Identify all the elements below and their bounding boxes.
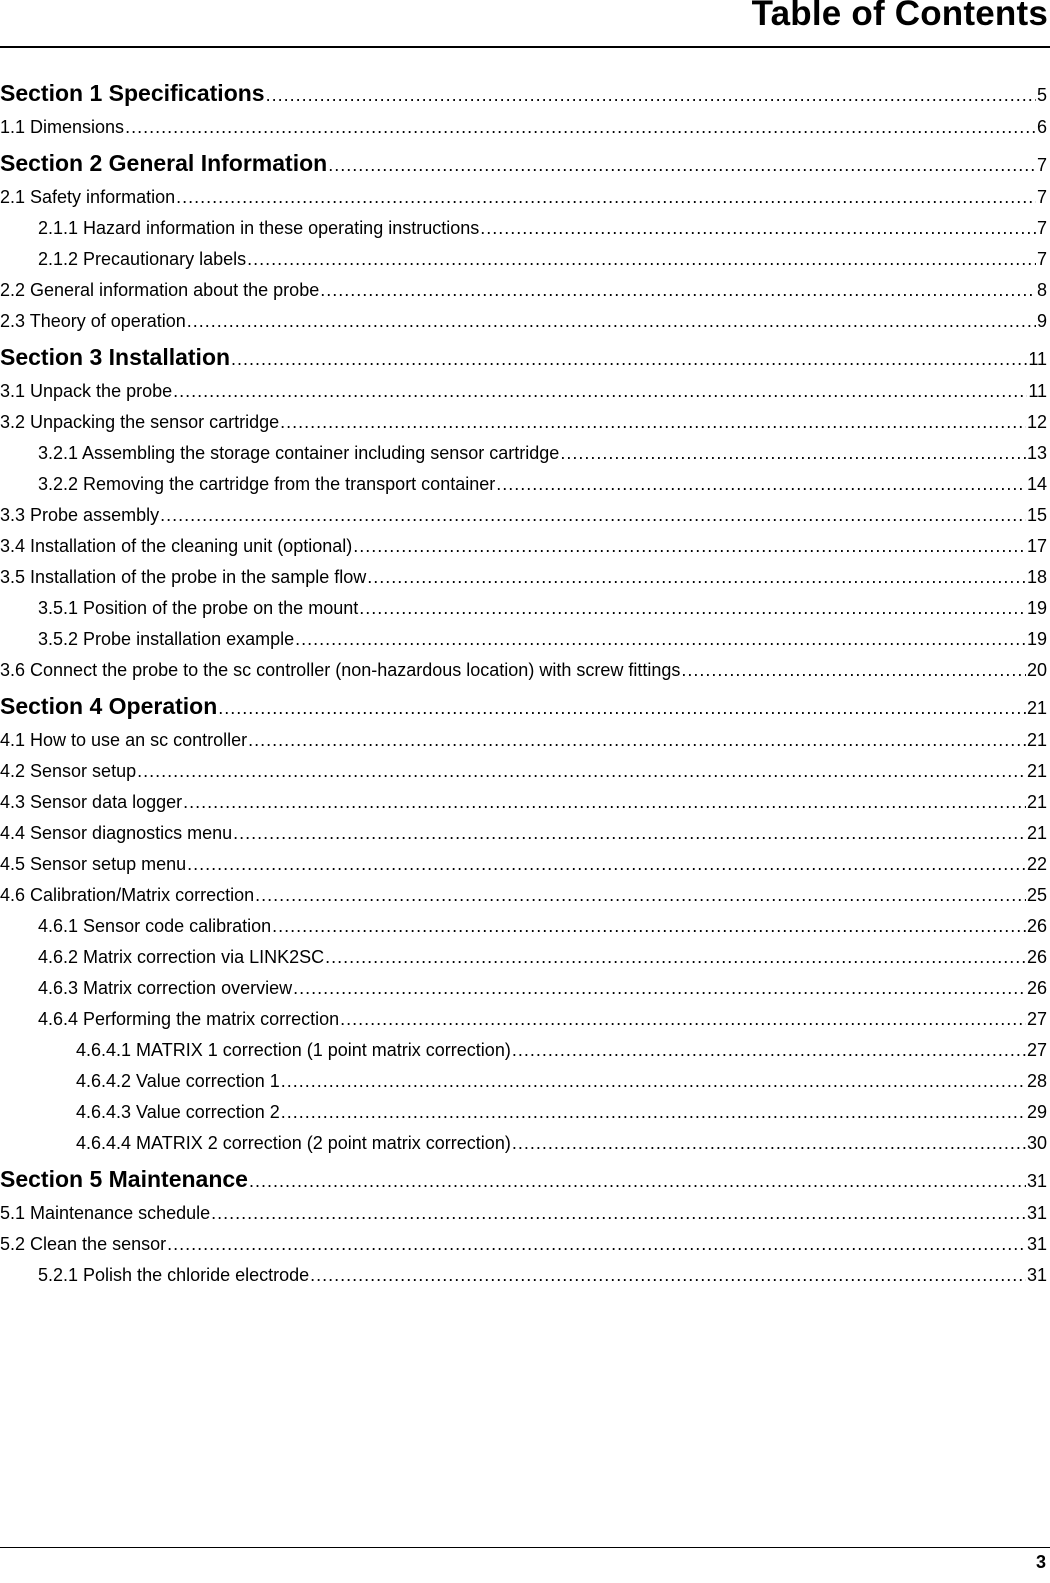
- toc-entry-page: 12: [1026, 412, 1047, 432]
- toc-dot-leader: [255, 885, 1026, 906]
- toc-entry-label: 2.3 Theory of operation: [0, 311, 186, 331]
- toc-entry[interactable]: [0, 854, 1050, 885]
- toc-entry-label: 2.1.1 Hazard information in these operating instructions: [38, 218, 480, 238]
- toc-entry-label: Section 2 General Information: [0, 150, 328, 176]
- toc-entry-page: 21: [1026, 792, 1047, 812]
- table-of-contents: [0, 78, 1050, 1296]
- toc-dot-leader: [340, 1009, 1026, 1030]
- toc-entry-page: 18: [1026, 567, 1047, 587]
- toc-entry-label: 5.2 Clean the sensor: [0, 1234, 167, 1254]
- header-divider: [0, 46, 1050, 48]
- toc-dot-leader: [295, 629, 1026, 650]
- toc-dot-leader: [176, 187, 1036, 208]
- toc-entry[interactable]: [0, 505, 1050, 536]
- toc-dot-leader: [160, 505, 1026, 526]
- toc-section-entry[interactable]: [0, 148, 1050, 187]
- toc-dot-leader: [281, 1102, 1026, 1123]
- toc-dot-leader: [293, 978, 1026, 999]
- toc-dot-leader: [560, 443, 1026, 464]
- toc-entry-label: 3.2 Unpacking the sensor cartridge: [0, 412, 280, 432]
- toc-entry-label: 5.1 Maintenance schedule: [0, 1203, 211, 1223]
- toc-entry-page: 11: [1028, 349, 1047, 369]
- toc-entry-page: 11: [1028, 381, 1047, 401]
- toc-entry-label: 2.2 General information about the probe: [0, 280, 320, 300]
- toc-dot-leader: [231, 349, 1027, 370]
- toc-entry[interactable]: [0, 412, 1050, 443]
- toc-entry[interactable]: [0, 280, 1050, 311]
- toc-entry-label: 4.6.4.4 MATRIX 2 correction (2 point matrix correction): [76, 1133, 511, 1153]
- toc-entry-page: 26: [1026, 947, 1047, 967]
- toc-entry-page: 22: [1026, 854, 1047, 874]
- toc-dot-leader: [247, 249, 1036, 270]
- toc-entry-label: 2.1 Safety information: [0, 187, 176, 207]
- toc-entry-page: 21: [1026, 730, 1047, 750]
- toc-dot-leader: [367, 567, 1026, 588]
- toc-entry-label: Section 1 Specifications: [0, 80, 265, 106]
- toc-entry-label: 3.6 Connect the probe to the sc controller (non-hazardous location) with screw fittings: [0, 660, 681, 680]
- toc-entry-label: 4.6.2 Matrix correction via LINK2SC: [38, 947, 325, 967]
- toc-entry-page: 13: [1026, 443, 1047, 463]
- toc-dot-leader: [320, 280, 1036, 301]
- toc-entry[interactable]: [0, 249, 1050, 280]
- toc-dot-leader: [233, 823, 1026, 844]
- toc-dot-leader: [187, 311, 1036, 332]
- toc-entry[interactable]: [0, 1234, 1050, 1265]
- toc-section-entry[interactable]: [0, 691, 1050, 730]
- toc-entry-label: 3.2.1 Assembling the storage container including sensor cartridge: [38, 443, 560, 463]
- toc-entry-label: 4.3 Sensor data logger: [0, 792, 183, 812]
- toc-entry-page: 15: [1026, 505, 1047, 525]
- toc-entry-label: 4.6.1 Sensor code calibration: [38, 916, 272, 936]
- toc-entry-label: 3.5 Installation of the probe in the sample flow: [0, 567, 367, 587]
- toc-entry-page: 5: [1036, 85, 1047, 105]
- toc-entry-page: 31: [1026, 1171, 1047, 1191]
- toc-entry[interactable]: [0, 792, 1050, 823]
- toc-entry-label: 3.2.2 Removing the cartridge from the transport container: [38, 474, 496, 494]
- toc-entry[interactable]: [0, 598, 1050, 629]
- toc-entry[interactable]: [0, 885, 1050, 916]
- toc-entry-page: 19: [1026, 598, 1047, 618]
- toc-entry[interactable]: [0, 474, 1050, 505]
- toc-entry-page: 6: [1036, 117, 1047, 137]
- toc-entry[interactable]: [0, 916, 1050, 947]
- toc-entry-page: 26: [1026, 978, 1047, 998]
- footer-divider: [0, 1547, 1050, 1548]
- toc-entry[interactable]: [0, 567, 1050, 598]
- toc-entry-label: 1.1 Dimensions: [0, 117, 125, 137]
- toc-entry[interactable]: [0, 311, 1050, 342]
- toc-entry-page: 7: [1036, 155, 1047, 175]
- toc-entry-label: 2.1.2 Precautionary labels: [38, 249, 247, 269]
- toc-dot-leader: [353, 536, 1026, 557]
- toc-entry-label: 4.6 Calibration/Matrix correction: [0, 885, 255, 905]
- toc-entry[interactable]: [0, 117, 1050, 148]
- toc-entry-page: 30: [1026, 1133, 1047, 1153]
- toc-dot-leader: [137, 761, 1026, 782]
- toc-entry-label: 4.6.4.1 MATRIX 1 correction (1 point matrix correction): [76, 1040, 511, 1060]
- toc-entry-page: 8: [1036, 280, 1047, 300]
- toc-entry[interactable]: [0, 187, 1050, 218]
- toc-dot-leader: [211, 1203, 1026, 1224]
- toc-entry-page: 7: [1036, 187, 1047, 207]
- toc-entry-label: 4.5 Sensor setup menu: [0, 854, 187, 874]
- toc-entry-label: 5.2.1 Polish the chloride electrode: [38, 1265, 310, 1285]
- toc-dot-leader: [248, 730, 1026, 751]
- toc-entry-label: 4.6.4.3 Value correction 2: [76, 1102, 280, 1122]
- toc-entry-page: 14: [1026, 474, 1047, 494]
- toc-entry-page: 31: [1026, 1203, 1047, 1223]
- toc-dot-leader: [173, 381, 1027, 402]
- toc-entry-page: 7: [1036, 249, 1047, 269]
- toc-dot-leader: [266, 85, 1036, 106]
- toc-section-entry[interactable]: [0, 78, 1050, 117]
- toc-entry[interactable]: [0, 978, 1050, 1009]
- toc-entry-page: 21: [1026, 698, 1047, 718]
- toc-section-entry[interactable]: [0, 1164, 1050, 1203]
- toc-entry[interactable]: [0, 1203, 1050, 1234]
- toc-entry[interactable]: [0, 1265, 1050, 1296]
- toc-entry-page: 29: [1026, 1102, 1047, 1122]
- toc-entry-page: 31: [1026, 1234, 1047, 1254]
- toc-entry-label: 4.2 Sensor setup: [0, 761, 137, 781]
- toc-entry-page: 21: [1026, 761, 1047, 781]
- toc-dot-leader: [272, 916, 1026, 937]
- page-title: Table of Contents: [751, 0, 1048, 33]
- toc-entry[interactable]: [0, 381, 1050, 412]
- toc-entry[interactable]: [0, 443, 1050, 474]
- toc-entry[interactable]: [0, 761, 1050, 792]
- toc-entry-page: 9: [1036, 311, 1047, 331]
- toc-entry[interactable]: [0, 947, 1050, 978]
- toc-dot-leader: [512, 1133, 1026, 1154]
- toc-dot-leader: [328, 155, 1036, 176]
- toc-dot-leader: [183, 792, 1026, 813]
- toc-dot-leader: [187, 854, 1026, 875]
- toc-entry-page: 27: [1026, 1040, 1047, 1060]
- toc-dot-leader: [359, 598, 1026, 619]
- toc-entry-label: 4.6.4 Performing the matrix correction: [38, 1009, 340, 1029]
- toc-entry[interactable]: [0, 218, 1050, 249]
- toc-entry[interactable]: [0, 1071, 1050, 1102]
- toc-dot-leader: [281, 1071, 1026, 1092]
- toc-entry-label: 3.1 Unpack the probe: [0, 381, 173, 401]
- toc-entry-page: 27: [1026, 1009, 1047, 1029]
- toc-dot-leader: [125, 117, 1036, 138]
- toc-entry[interactable]: [0, 730, 1050, 761]
- toc-entry-page: 28: [1026, 1071, 1047, 1091]
- toc-entry[interactable]: [0, 660, 1050, 691]
- toc-entry-page: 20: [1026, 660, 1047, 680]
- toc-dot-leader: [167, 1234, 1026, 1255]
- toc-dot-leader: [480, 218, 1036, 239]
- toc-entry[interactable]: [0, 1040, 1050, 1071]
- toc-entry-label: Section 4 Operation: [0, 693, 218, 719]
- toc-entry[interactable]: [0, 629, 1050, 660]
- toc-dot-leader: [512, 1040, 1026, 1061]
- toc-entry-page: 26: [1026, 916, 1047, 936]
- toc-dot-leader: [310, 1265, 1026, 1286]
- toc-dot-leader: [496, 474, 1026, 495]
- toc-entry-page: 19: [1026, 629, 1047, 649]
- toc-entry-page: 21: [1026, 823, 1047, 843]
- toc-entry[interactable]: [0, 1102, 1050, 1133]
- toc-entry-page: 17: [1026, 536, 1047, 556]
- toc-entry-page: 25: [1026, 885, 1047, 905]
- toc-entry[interactable]: [0, 1133, 1050, 1164]
- toc-entry-page: 7: [1036, 218, 1047, 238]
- toc-section-entry[interactable]: [0, 342, 1050, 381]
- toc-entry[interactable]: [0, 1009, 1050, 1040]
- toc-dot-leader: [325, 947, 1026, 968]
- toc-dot-leader: [218, 698, 1026, 719]
- toc-dot-leader: [249, 1171, 1026, 1192]
- toc-entry-label: 4.4 Sensor diagnostics menu: [0, 823, 233, 843]
- toc-entry-label: 4.6.4.2 Value correction 1: [76, 1071, 280, 1091]
- toc-entry-label: 3.5.2 Probe installation example: [38, 629, 295, 649]
- toc-entry-label: Section 3 Installation: [0, 344, 231, 370]
- toc-dot-leader: [280, 412, 1026, 433]
- toc-entry[interactable]: [0, 823, 1050, 854]
- page-number: 3: [1035, 1552, 1046, 1572]
- toc-dot-leader: [681, 660, 1026, 681]
- toc-entry-page: 31: [1026, 1265, 1047, 1285]
- toc-entry-label: 4.1 How to use an sc controller: [0, 730, 248, 750]
- toc-entry[interactable]: [0, 536, 1050, 567]
- toc-entry-label: 4.6.3 Matrix correction overview: [38, 978, 293, 998]
- toc-entry-label: 3.3 Probe assembly: [0, 505, 160, 525]
- toc-entry-label: Section 5 Maintenance: [0, 1166, 248, 1192]
- toc-entry-label: 3.5.1 Position of the probe on the mount: [38, 598, 359, 618]
- toc-entry-label: 3.4 Installation of the cleaning unit (optional): [0, 536, 353, 556]
